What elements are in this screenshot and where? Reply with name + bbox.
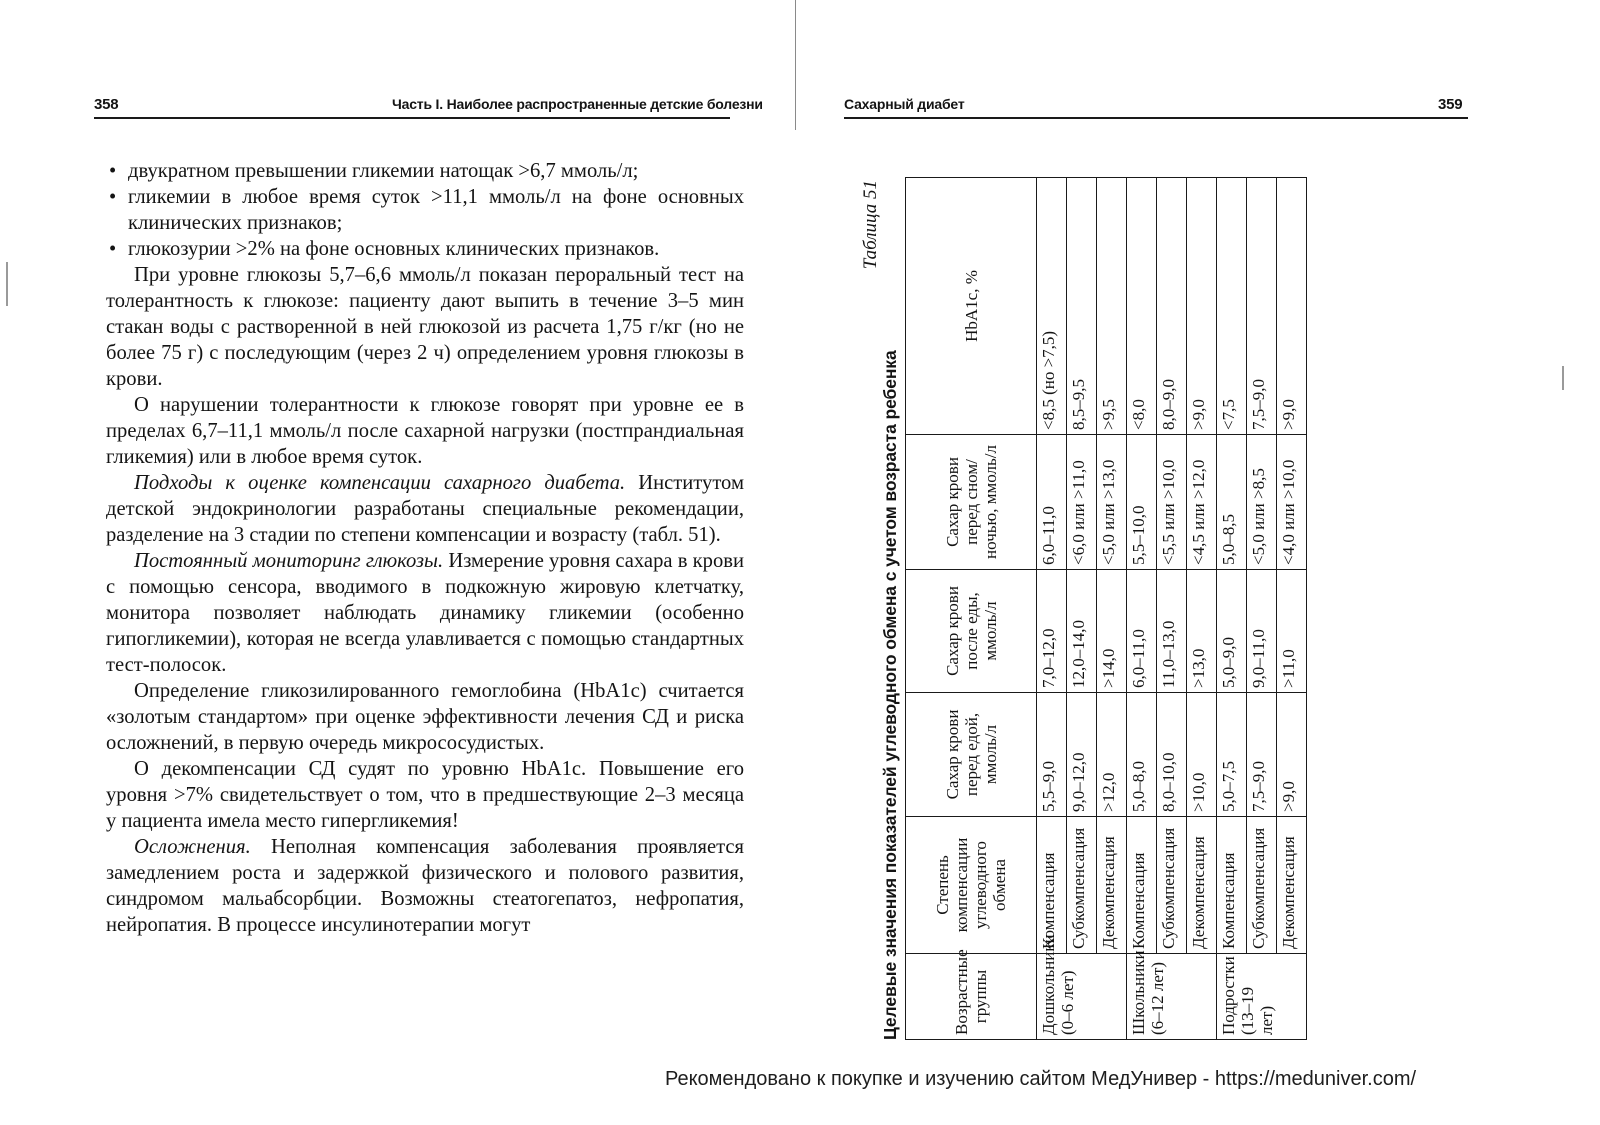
running-head-left: Часть I. Наиболее распространенные детские болезни [392,96,763,112]
value-cell: 9,0–12,0 [1067,693,1097,817]
column-header: Возрастные группы [906,954,1037,1040]
value-cell: <8,0 [1127,178,1157,435]
column-header: Сахар крови перед сном/ночью, ммоль/л [906,435,1037,570]
value-cell: >10,0 [1187,693,1217,817]
paragraph [106,392,744,470]
header-rule-right [844,117,1468,119]
table-body [1037,178,1307,1040]
age-group-cell: Дошкольники (0–6 лет) [1037,954,1127,1040]
table-row [1097,178,1127,1040]
running-head-right: Сахарный диабет [844,96,965,112]
table-row [1247,178,1277,1040]
value-cell: 5,0–9,0 [1217,570,1247,693]
table-row [1277,178,1307,1040]
paragraph-text: Измерение уровня сахара в крови с помощью сенсора, вводимого в подкожную жировую клетчатку, монитора позволяет наблюдать динамику гликемии (особенно гипогликемии), которая не всегда улавливается с помощью стандартных тест-полосок. [106,550,744,676]
value-cell: >9,5 [1097,178,1127,435]
value-cell: 12,0–14,0 [1067,570,1097,693]
left-page [0,0,795,1125]
value-cell: 6,0–11,0 [1037,435,1067,570]
column-header: Степень компенсации углеводного обмена [906,817,1037,954]
value-cell: 7,5–9,0 [1247,693,1277,817]
compensation-cell: Компенсация [1127,817,1157,954]
value-cell: 5,0–8,0 [1127,693,1157,817]
paragraph-lead: Постоянный мониторинг глюкозы. [134,550,444,572]
value-cell: >14,0 [1097,570,1127,693]
compensation-cell: Субкомпенсация [1157,817,1187,954]
table-row [1217,178,1247,1040]
paragraphs [106,262,744,938]
table-title: Целевые значения показателей углеводного обмена с учетом возраста ребенка [880,350,900,1040]
body-text [106,158,744,938]
value-cell: <8,5 (но >7,5) [1037,178,1067,435]
value-cell: <5,0 или >8,5 [1247,435,1277,570]
table-row [1037,178,1067,1040]
header-rule-left [94,117,730,119]
value-cell: 8,5–9,5 [1067,178,1097,435]
value-cell: <4,0 или >10,0 [1277,435,1307,570]
age-group-cell: Подростки (13–19 лет) [1217,954,1307,1040]
table-row [1067,178,1097,1040]
paragraph-text: О нарушении толерантности к глюкозе говорят при уровне ее в пределах 6,7–11,1 ммоль/л после сахарной нагрузки (постпрандиальная гликемия) или в любое время суток. [106,394,744,468]
bullet-item: • гликемии в любое время суток >11,1 ммоль/л на фоне основных клинических признаков; [106,184,744,236]
value-cell: 5,5–10,0 [1127,435,1157,570]
paragraph-text: Институтом детской эндокринологии разработаны специальные рекомендации, разделение на 3 стадии по степени компенсации и возрасту (табл. 51). [106,472,744,546]
paragraph-text: При уровне глюкозы 5,7–6,6 ммоль/л показан пероральный тест на толерантность к глюкозе: пациенту дают выпить в течение 3–5 мин стакан воды с растворенной в ней глюкозой из расчета 1,75 г/кг (но не более 75 г) с последующим (через 2 ч) определением уровня глюкозы в крови. [106,264,744,390]
rotated-table-area [860,160,1298,1045]
value-cell: <5,5 или >10,0 [1157,435,1187,570]
compensation-cell: Субкомпенсация [1067,817,1097,954]
paragraph [106,756,744,834]
value-cell: >9,0 [1277,178,1307,435]
value-cell: >12,0 [1097,693,1127,817]
value-cell: >13,0 [1187,570,1217,693]
paragraph [106,262,744,392]
table-row [1157,178,1187,1040]
value-cell: 6,0–11,0 [1127,570,1157,693]
value-cell: 8,0–9,0 [1157,178,1187,435]
page-number-left: 358 [94,96,119,113]
age-group-cell: Школьники (6–12 лет) [1127,954,1217,1040]
paragraph [106,548,744,678]
value-cell: <4,5 или >12,0 [1187,435,1217,570]
value-cell: 9,0–11,0 [1247,570,1277,693]
scan-edge-mark [6,262,8,306]
value-cell: 5,5–9,0 [1037,693,1067,817]
column-header: Сахар крови после еды, ммоль/л [906,570,1037,693]
bullet-list [106,158,744,262]
compensation-cell: Декомпенсация [1187,817,1217,954]
column-header: HbA1c, % [906,178,1037,435]
table-row [1127,178,1157,1040]
paragraph [106,470,744,548]
value-cell: <5,0 или >13,0 [1097,435,1127,570]
compensation-cell: Декомпенсация [1097,817,1127,954]
value-cell: 8,0–10,0 [1157,693,1187,817]
targets-table [905,177,1307,1040]
paragraph-lead: Осложнения. [134,836,251,858]
compensation-cell: Декомпенсация [1277,817,1307,954]
page-number-right: 359 [1438,96,1463,113]
paragraph-text: Определение гликозилированного гемоглобина (HbA1c) считается «золотым стандартом» при оценке эффективности лечения СД и риска осложнений, в первую очередь микрососудистых. [106,680,744,754]
watermark: Рекомендовано к покупке и изучению сайтом МедУнивер - https://meduniver.com/ [665,1068,1417,1090]
paragraph [106,678,744,756]
page-spine [795,0,796,130]
value-cell: 11,0–13,0 [1157,570,1187,693]
value-cell: 5,0–8,5 [1217,435,1247,570]
bullet-item: • двукратном превышении гликемии натощак >6,7 ммоль/л; [106,158,744,184]
compensation-cell: Субкомпенсация [1247,817,1277,954]
value-cell: >9,0 [1187,178,1217,435]
compensation-cell: Компенсация [1217,817,1247,954]
column-header: Сахар крови перед едой, ммоль/л [906,693,1037,817]
paragraph [106,834,744,938]
value-cell: <7,5 [1217,178,1247,435]
bullet-item: • глюкозурии >2% на фоне основных клинических признаков. [106,236,744,262]
value-cell: >11,0 [1277,570,1307,693]
paragraph-text: Неполная компенсация заболевания проявляется замедлением роста и задержкой физического и полового развития, синдромом мальабсорбции. Возможны стеатогепатоз, нефропатия, нейропатия. В процессе инсулинотерапии могут [106,836,744,936]
paragraph-text: О декомпенсации СД судят по уровню HbA1c. Повышение его уровня >7% свидетельствует о том, что в предшествующие 2–3 месяца у пациента имела место гипергликемия! [106,758,744,832]
compensation-cell: Компенсация [1037,817,1067,954]
value-cell: 5,0–7,5 [1217,693,1247,817]
value-cell: <6,0 или >11,0 [1067,435,1097,570]
value-cell: 7,5–9,0 [1247,178,1277,435]
table-header-row [906,178,1037,1040]
table-row [1187,178,1217,1040]
value-cell: >9,0 [1277,693,1307,817]
value-cell: 7,0–12,0 [1037,570,1067,693]
paragraph-lead: Подходы к оценке компенсации сахарного диабета. [134,472,626,494]
table-number: Таблица 51 [860,180,881,270]
